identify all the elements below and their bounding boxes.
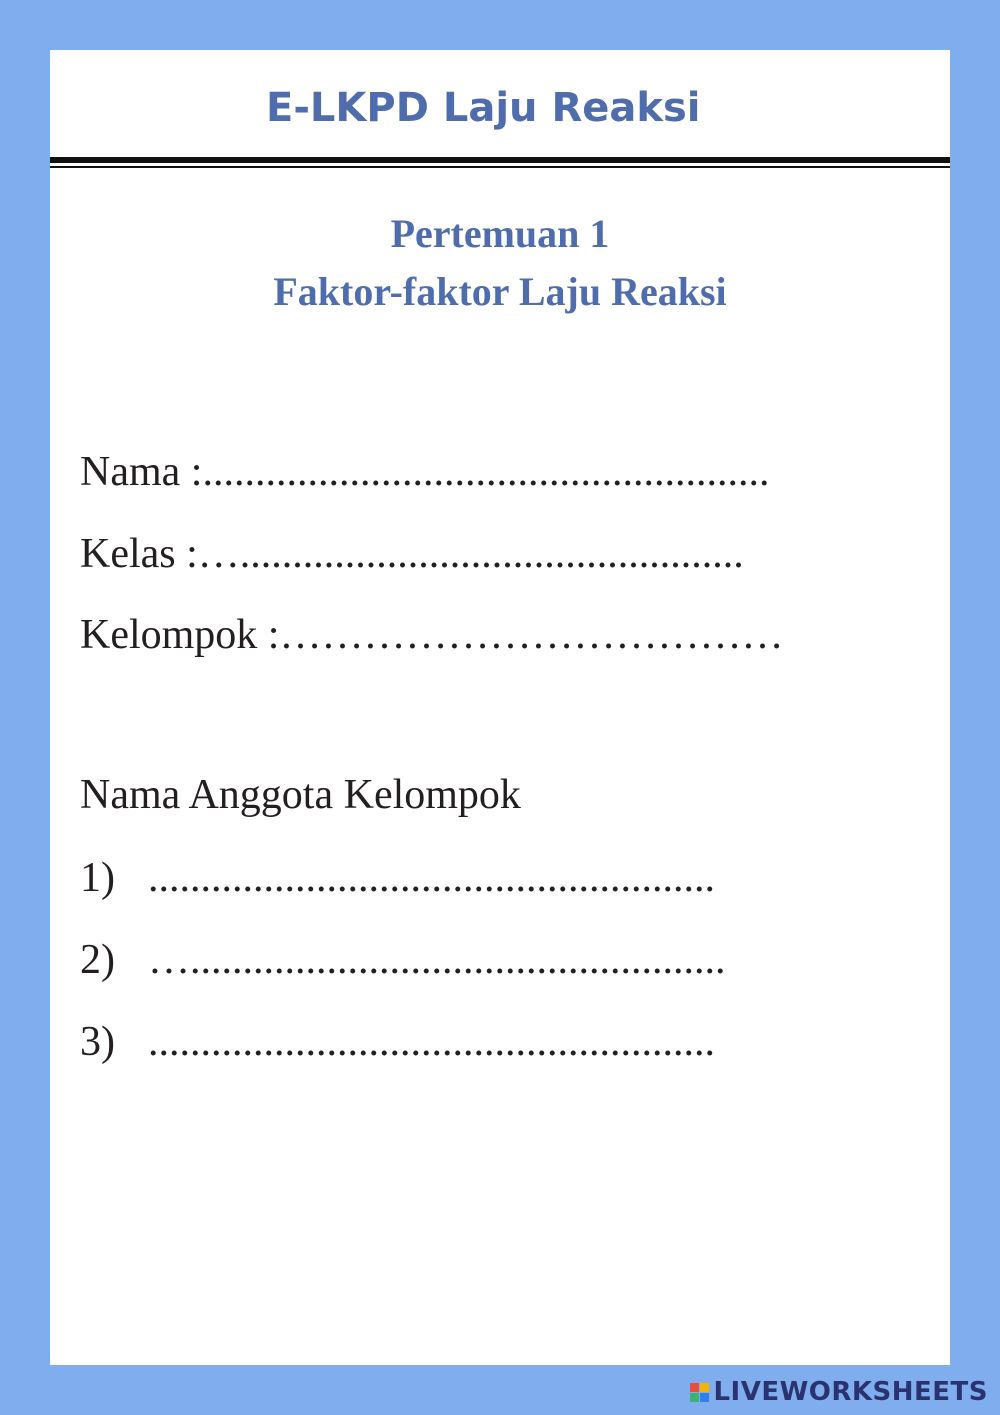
liveworksheets-brand — [690, 1377, 988, 1407]
meeting-label: Pertemuan 1 — [390, 211, 610, 256]
kelompok-field[interactable]: Kelompok :……………………………… — [80, 612, 784, 658]
nama-field[interactable]: Nama :...................................................... — [80, 449, 770, 495]
brand-label: LIVEWORKSHEETS — [713, 1377, 988, 1407]
member-number: 1) — [80, 855, 115, 901]
member-number: 2) — [80, 937, 115, 983]
topic-title: Faktor-faktor Laju Reaksi — [273, 269, 727, 314]
member-row-1[interactable] — [80, 853, 715, 903]
member-number: 3) — [80, 1019, 115, 1065]
member-row-3[interactable] — [80, 1017, 715, 1067]
page-title: E-LKPD Laju Reaksi — [266, 85, 701, 131]
liveworksheets-logo-icon — [690, 1383, 709, 1402]
kelas-field[interactable]: Kelas :…................................................ — [80, 531, 744, 577]
member-row-2[interactable] — [80, 935, 726, 985]
member-line[interactable]: …................................................... — [148, 937, 726, 983]
member-line[interactable]: ...................................................... — [148, 855, 715, 901]
header-divider-thin — [50, 166, 950, 168]
members-heading: Nama Anggota Kelompok — [80, 772, 521, 818]
worksheet-page — [50, 50, 950, 1365]
member-line[interactable]: ...................................................... — [148, 1019, 715, 1065]
header-divider-thick — [50, 157, 950, 163]
